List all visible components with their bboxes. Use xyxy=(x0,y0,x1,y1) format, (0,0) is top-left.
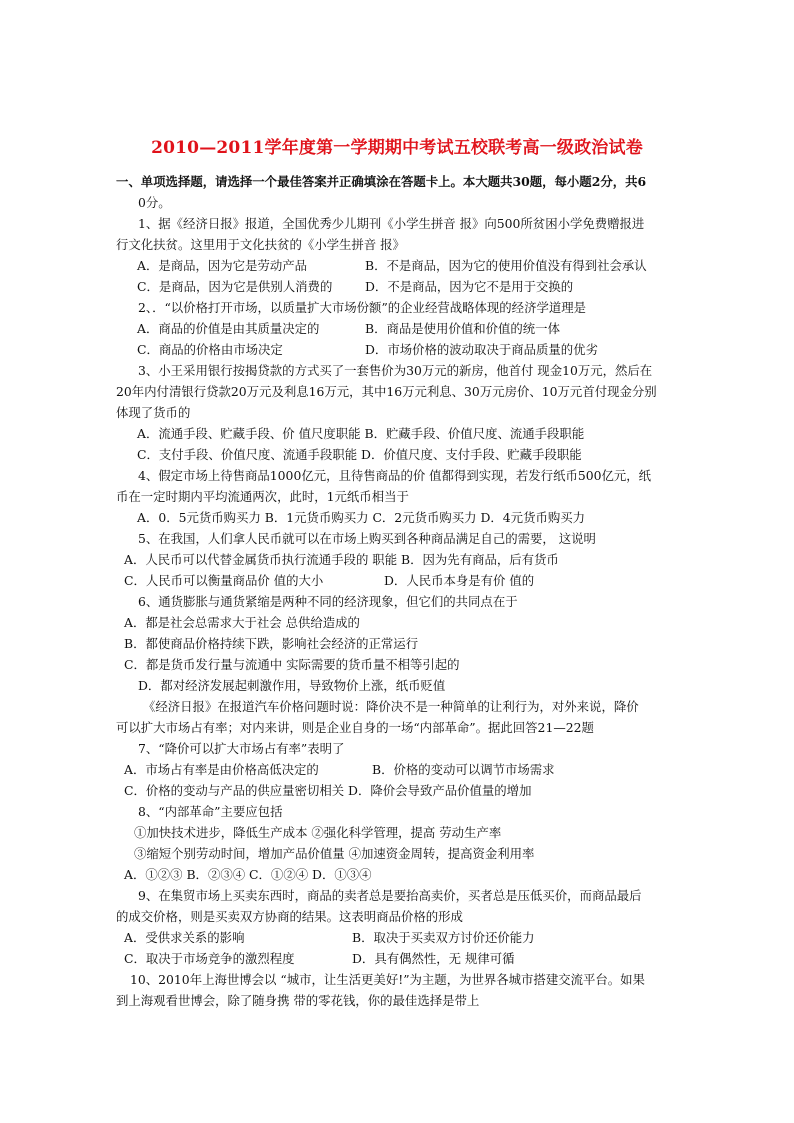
question-6-option-a: A．都是社会总需求大于社会 总供给造成的 xyxy=(124,615,360,630)
question-3-stem-end: 体现了货币的 xyxy=(116,405,191,420)
option-d: D．具有偶然性，无 规律可循 xyxy=(352,951,515,966)
question-1-options-cd xyxy=(116,276,681,297)
question-5-options-cd xyxy=(116,570,681,591)
question-2-stem: 2、．“以价格打开市场，以质量扩大市场份额”的企业经营战略体现的经济学道理是 xyxy=(138,300,587,315)
option-a: A．市场占有率是由价格高低决定的 xyxy=(124,762,319,777)
question-4-stem: 4、假定市场上待售商品1000亿元，且待售商品的价 值都得到实现，若发行纸币500亿元，纸 xyxy=(138,468,652,483)
question-1-stem: 1、据《经济日报》报道，全国优秀少儿期刊《小学生拼音 报》向500所贫困小学免费赠报进 xyxy=(138,216,645,231)
question-9-options-cd xyxy=(116,948,681,969)
option-b: B．价格的变动可以调节市场需求 xyxy=(372,762,555,777)
question-3-stem: 3、小王采用银行按揭贷款的方式买了一套售价为30万元的新房，他首付 现金10万元，然后在 xyxy=(138,363,653,378)
question-10-stem: 10、2010年上海世博会以 “城市，让生活更美好!”为主题，为世界各城市搭建交流平台。如果 xyxy=(130,972,645,987)
question-2-options-ab xyxy=(116,318,681,339)
option-c: C．是商品，因为它是供别人消费的 xyxy=(137,279,333,294)
question-8-statements-34: ③缩短个别劳动时间，增加产品价值量 ④加速资金周转，提高资金利用率 xyxy=(134,846,535,861)
question-8-stem: 8、“内部革命”主要应包括 xyxy=(138,804,283,819)
question-7-options-ab xyxy=(116,759,681,780)
question-7-options-cd: C．价格的变动与产品的供应量密切相关 D．降价会导致产品价值量的增加 xyxy=(124,783,532,798)
exam-content xyxy=(116,171,681,1011)
question-6-option-d: D．都对经济发展起刺激作用，导致物价上涨，纸币贬值 xyxy=(138,678,446,693)
question-8-statements-12: ①加快技术进步，降低生产成本 ②强化科学管理，提高 劳动生产率 xyxy=(134,825,502,840)
material-passage: 《经济日报》在报道汽车价格问题时说：降价决不是一种简单的让利行为，对外来说，降价 xyxy=(143,699,639,714)
question-3-stem-cont: 20年内付清银行贷款20万元及利息16万元，其中16万元利息、30万元房价、10万元首付现金分别 xyxy=(116,384,657,399)
question-5-stem: 5、在我国，人们拿人民币就可以在市场上购买到各种商品满足自己的需要， 这说明 xyxy=(138,531,596,546)
option-c: C．人民币可以衡量商品价 值的大小 xyxy=(124,573,324,588)
question-1-options-ab xyxy=(116,255,681,276)
option-b: B．取决于买卖双方讨价还价能力 xyxy=(352,930,535,945)
option-d: D．人民币本身是有价 值的 xyxy=(384,573,535,588)
question-6-stem: 6、通货膨胀与通货紧缩是两种不同的经济现象，但它们的共同点在于 xyxy=(138,594,518,609)
question-9-stem-cont: 的成交价格，则是买卖双方协商的结果。这表明商品价格的形成 xyxy=(116,909,463,924)
question-9-stem: 9、在集贸市场上买卖东西时，商品的卖者总是要抬高卖价，买者总是压低买价，而商品最后 xyxy=(138,888,642,903)
exam-title: 2010—2011学年度第一学期期中考试五校联考高一级政治试卷 xyxy=(151,138,643,158)
question-10-stem-cont: 到上海观看世博会，除了随身携 带的零花钱，你的最佳选择是带上 xyxy=(116,993,480,1008)
option-a: A．商品的价值是由其质量决定的 xyxy=(137,321,320,336)
question-2-options-cd xyxy=(116,339,681,360)
material-passage-cont: 可以扩大市场占有率；对内来讲，则是企业自身的一场“内部革命”。据此回答21—22题 xyxy=(116,720,594,735)
option-d: D．市场价格的波动取决于商品质量的优劣 xyxy=(365,342,598,357)
option-c: C．商品的价格由市场决定 xyxy=(137,342,283,357)
question-3-options-cd: C．支付手段、价值尺度、流通手段职能 D．价值尺度、支付手段、贮藏手段职能 xyxy=(137,447,582,462)
question-7-stem: 7、“降价可以扩大市场占有率”表明了 xyxy=(138,741,345,756)
section-header-line2: 0分。 xyxy=(138,195,171,210)
option-a: A．受供求关系的影响 xyxy=(124,930,245,945)
question-4-options: A．0．5元货币购买力 B．1元货币购买力 C．2元货币购买力 D．4元货币购买力 xyxy=(137,510,586,525)
option-d: D．不是商品，因为它不是用于交换的 xyxy=(365,279,574,294)
question-4-stem-cont: 币在一定时期内平均流通两次，此时，1元纸币相当于 xyxy=(116,489,409,504)
question-8-options: A．①②③ B．②③④ C．①②④ D．①③④ xyxy=(124,867,372,882)
question-6-option-b: B．都使商品价格持续下跌，影响社会经济的正常运行 xyxy=(124,636,419,651)
section-header-line1: 一、单项选择题，请选择一个最佳答案并正确填涂在答题卡上。本大题共30题，每小题2分，共6 xyxy=(116,174,647,189)
question-3-options-ab: A．流通手段、贮藏手段、价 值尺度职能 B．贮藏手段、价值尺度、流通手段职能 xyxy=(137,426,585,441)
option-b: B．商品是使用价值和价值的统一体 xyxy=(365,321,560,336)
question-1-stem-cont: 行文化扶贫。这里用于文化扶贫的《小学生拼音 报》 xyxy=(116,237,405,252)
question-9-options-ab xyxy=(116,927,681,948)
question-6-option-c: C．都是货币发行量与流通中 实际需要的货币量不相等引起的 xyxy=(124,657,460,672)
option-a: A．是商品，因为它是劳动产品 xyxy=(137,258,308,273)
option-c: C．取决于市场竞争的激烈程度 xyxy=(124,951,295,966)
question-5-options-ab: A．人民币可以代替金属货币执行流通手段的 职能 B．因为先有商品，后有货币 xyxy=(124,552,559,567)
option-b: B．不是商品，因为它的使用价值没有得到社会承认 xyxy=(365,258,647,273)
